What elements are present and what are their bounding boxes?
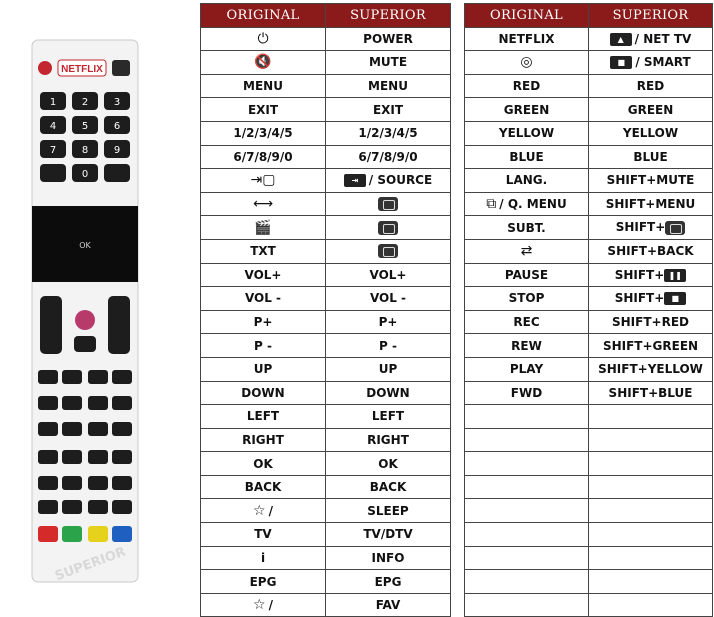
table-row <box>465 499 713 523</box>
cell-superior <box>326 192 451 216</box>
cell-text: SHIFT+ <box>614 291 665 306</box>
cell-superior: SHIFT+MUTE <box>589 169 713 193</box>
cell-superior: P+ <box>326 310 451 334</box>
cell-original: P+ <box>201 310 326 334</box>
gray-key-icon <box>665 221 685 235</box>
cell-original <box>201 51 326 75</box>
table-row <box>201 546 451 570</box>
cell-superior: EXIT <box>326 98 451 122</box>
source-key-icon: ⇥ <box>344 174 366 187</box>
cell-original: RIGHT <box>201 428 326 452</box>
cell-original <box>201 27 326 51</box>
cell-text: / NET TV <box>634 31 692 46</box>
cell-text: SHIFT+ <box>615 220 666 235</box>
cell-original: LANG. <box>465 169 589 193</box>
cell-superior: RED <box>589 74 713 98</box>
table-row <box>465 381 713 405</box>
cell-superior <box>589 475 713 499</box>
table-row <box>465 452 713 476</box>
cell-superior: DOWN <box>326 381 451 405</box>
cell-original: REW <box>465 334 589 358</box>
table-row <box>465 570 713 594</box>
power-key-icon <box>38 61 52 75</box>
cell-original: P - <box>201 334 326 358</box>
table-row <box>465 216 713 240</box>
table-row <box>465 27 713 51</box>
cell-superior: UP <box>326 357 451 381</box>
cell-text: / <box>268 503 273 518</box>
table-row <box>201 192 451 216</box>
cell-superior <box>589 216 713 240</box>
table-row <box>465 192 713 216</box>
table-row <box>201 263 451 287</box>
cell-original: DOWN <box>201 381 326 405</box>
table-row <box>465 405 713 429</box>
cell-superior: P - <box>326 334 451 358</box>
mute-icon: 🔇 <box>254 54 272 71</box>
cell-superior <box>589 428 713 452</box>
number-key-5: 5 <box>81 121 89 132</box>
cell-superior: EPG <box>326 570 451 594</box>
table-row <box>465 310 713 334</box>
cell-original <box>465 452 589 476</box>
cell-original <box>465 428 589 452</box>
cell-superior: VOL+ <box>326 263 451 287</box>
cell-original <box>465 523 589 547</box>
quick-menu-icon: ⧉ <box>486 196 497 213</box>
cell-original: UP <box>201 357 326 381</box>
cell-superior: 6/7/8/9/0 <box>326 145 451 169</box>
table-row <box>201 593 451 617</box>
stop-key-icon: ■ <box>664 292 686 305</box>
cell-superior: VOL - <box>326 287 451 311</box>
cell-superior: GREEN <box>589 98 713 122</box>
cell-superior: RIGHT <box>326 428 451 452</box>
star-search-icon: ☆ <box>253 502 266 519</box>
cell-original <box>465 475 589 499</box>
cell-superior <box>589 593 713 617</box>
cell-original <box>201 216 326 240</box>
table-row <box>201 287 451 311</box>
table-row <box>201 381 451 405</box>
cell-superior: MUTE <box>326 51 451 75</box>
number-key-8: 8 <box>81 145 89 156</box>
ok-key-label: OK <box>79 241 91 250</box>
cell-original: 6/7/8/9/0 <box>201 145 326 169</box>
number-key-9: 9 <box>113 145 121 156</box>
table-row <box>201 475 451 499</box>
number-key-6: 6 <box>113 121 121 132</box>
header-superior: SUPERIOR <box>326 4 451 28</box>
cell-original: BACK <box>201 475 326 499</box>
table-row <box>201 452 451 476</box>
cell-superior <box>326 239 451 263</box>
table-row <box>465 74 713 98</box>
table-row <box>465 475 713 499</box>
swap-arrows-icon: ⇄ <box>520 243 533 260</box>
cell-original <box>465 405 589 429</box>
cell-superior <box>326 216 451 240</box>
cell-superior: SHIFT+YELLOW <box>589 357 713 381</box>
table-row <box>201 334 451 358</box>
table-row <box>465 145 713 169</box>
cell-original: SUBT. <box>465 216 589 240</box>
up-key-icon: ▲ <box>610 33 632 46</box>
color-key <box>38 526 58 542</box>
table-row <box>465 357 713 381</box>
cell-superior: SHIFT+BACK <box>589 239 713 263</box>
table-row <box>465 51 713 75</box>
cell-original: VOL - <box>201 287 326 311</box>
cell-original: EXIT <box>201 98 326 122</box>
number-key-4: 4 <box>49 121 57 132</box>
table-row <box>201 51 451 75</box>
table-row <box>465 334 713 358</box>
header-original: ORIGINAL <box>465 4 589 28</box>
cell-original: GREEN <box>465 98 589 122</box>
cell-original <box>465 570 589 594</box>
cell-superior <box>589 263 713 287</box>
table-row <box>201 169 451 193</box>
pause-key-icon: ❚❚ <box>664 269 686 282</box>
cell-superior: YELLOW <box>589 121 713 145</box>
mapping-table-right <box>464 3 713 617</box>
cell-text: / SMART <box>635 55 691 70</box>
cell-original: BLUE <box>465 145 589 169</box>
mapping-table-left <box>200 3 451 617</box>
netflix-logo: NETFLIX <box>61 64 103 75</box>
remote-control-image <box>30 38 140 584</box>
color-key <box>88 526 108 542</box>
color-key <box>112 526 132 542</box>
table-row <box>201 310 451 334</box>
number-key-3: 3 <box>113 97 121 108</box>
cell-original: i <box>201 546 326 570</box>
cell-superior: TV/DTV <box>326 523 451 547</box>
cell-superior <box>589 499 713 523</box>
stop-key-icon: ■ <box>610 56 632 69</box>
table-row <box>201 405 451 429</box>
table-row <box>201 523 451 547</box>
cell-superior: OK <box>326 452 451 476</box>
table-row <box>201 98 451 122</box>
cell-superior: MENU <box>326 74 451 98</box>
cell-original <box>465 499 589 523</box>
table-row <box>201 499 451 523</box>
clapperboard-icon: 🎬 <box>254 219 272 236</box>
table-row <box>465 428 713 452</box>
cell-original: FWD <box>465 381 589 405</box>
cell-original: PLAY <box>465 357 589 381</box>
table-row <box>201 121 451 145</box>
cell-original: YELLOW <box>465 121 589 145</box>
cell-superior: LEFT <box>326 405 451 429</box>
watermark-text: SUPERIOR <box>53 544 128 584</box>
cell-superior <box>326 169 451 193</box>
number-key-2: 2 <box>81 97 89 108</box>
input-source-icon: ⇥▢ <box>250 172 276 189</box>
table-row <box>465 287 713 311</box>
gray-key-icon <box>378 197 398 211</box>
cell-superior <box>589 287 713 311</box>
power-icon: ⏻ <box>257 30 269 47</box>
table-row <box>465 98 713 122</box>
table-row <box>465 263 713 287</box>
cell-original <box>465 51 589 75</box>
cell-original <box>465 192 589 216</box>
cell-original: TV <box>201 523 326 547</box>
cell-superior: SHIFT+GREEN <box>589 334 713 358</box>
table-row <box>465 593 713 617</box>
table-row <box>201 357 451 381</box>
cell-superior <box>589 51 713 75</box>
table-row <box>465 546 713 570</box>
table-row <box>201 145 451 169</box>
cell-original <box>465 593 589 617</box>
cell-superior <box>589 27 713 51</box>
cell-original: VOL+ <box>201 263 326 287</box>
cell-superior: SHIFT+RED <box>589 310 713 334</box>
table-row <box>201 216 451 240</box>
cell-superior: POWER <box>326 27 451 51</box>
number-key-1: 1 <box>49 97 57 108</box>
cell-superior <box>589 523 713 547</box>
header-original: ORIGINAL <box>201 4 326 28</box>
table-row <box>201 428 451 452</box>
cell-original: STOP <box>465 287 589 311</box>
cell-text: / <box>268 598 273 613</box>
cell-original <box>465 546 589 570</box>
cell-superior: FAV <box>326 593 451 617</box>
color-key <box>62 526 82 542</box>
table-row <box>465 121 713 145</box>
table-row <box>465 169 713 193</box>
cell-original: OK <box>201 452 326 476</box>
aspect-arrows-icon: ⟷ <box>252 196 274 213</box>
cell-superior: SHIFT+MENU <box>589 192 713 216</box>
table-row <box>201 239 451 263</box>
header-superior: SUPERIOR <box>589 4 713 28</box>
cell-original: REC <box>465 310 589 334</box>
table-row <box>201 74 451 98</box>
gray-key-icon <box>378 244 398 258</box>
cell-superior <box>589 405 713 429</box>
cell-original <box>201 499 326 523</box>
cell-superior: SHIFT+BLUE <box>589 381 713 405</box>
number-key-0: 0 <box>81 169 89 180</box>
cell-superior <box>589 570 713 594</box>
gray-key-icon <box>378 221 398 235</box>
cell-superior: 1/2/3/4/5 <box>326 121 451 145</box>
cell-original: RED <box>465 74 589 98</box>
cell-superior: BLUE <box>589 145 713 169</box>
cell-superior <box>589 546 713 570</box>
star-globe-icon: ☆ <box>253 597 266 614</box>
cell-original: PAUSE <box>465 263 589 287</box>
table-row <box>201 27 451 51</box>
cell-original <box>465 239 589 263</box>
cell-superior <box>589 452 713 476</box>
cell-text: / SOURCE <box>368 173 433 188</box>
cell-superior: INFO <box>326 546 451 570</box>
cell-original: 1/2/3/4/5 <box>201 121 326 145</box>
cell-original <box>201 192 326 216</box>
cell-original: MENU <box>201 74 326 98</box>
cell-superior: BACK <box>326 475 451 499</box>
cell-original <box>201 169 326 193</box>
cell-original: TXT <box>201 239 326 263</box>
globe-icon: ◎ <box>520 54 533 71</box>
number-key-7: 7 <box>49 145 57 156</box>
cell-original: EPG <box>201 570 326 594</box>
cell-original <box>201 593 326 617</box>
cell-original: LEFT <box>201 405 326 429</box>
table-row <box>465 523 713 547</box>
cell-superior: SLEEP <box>326 499 451 523</box>
table-row <box>201 570 451 594</box>
table-row <box>465 239 713 263</box>
cell-text: SHIFT+ <box>614 267 665 282</box>
cell-text: / Q. MENU <box>499 197 567 212</box>
cell-original: NETFLIX <box>465 27 589 51</box>
